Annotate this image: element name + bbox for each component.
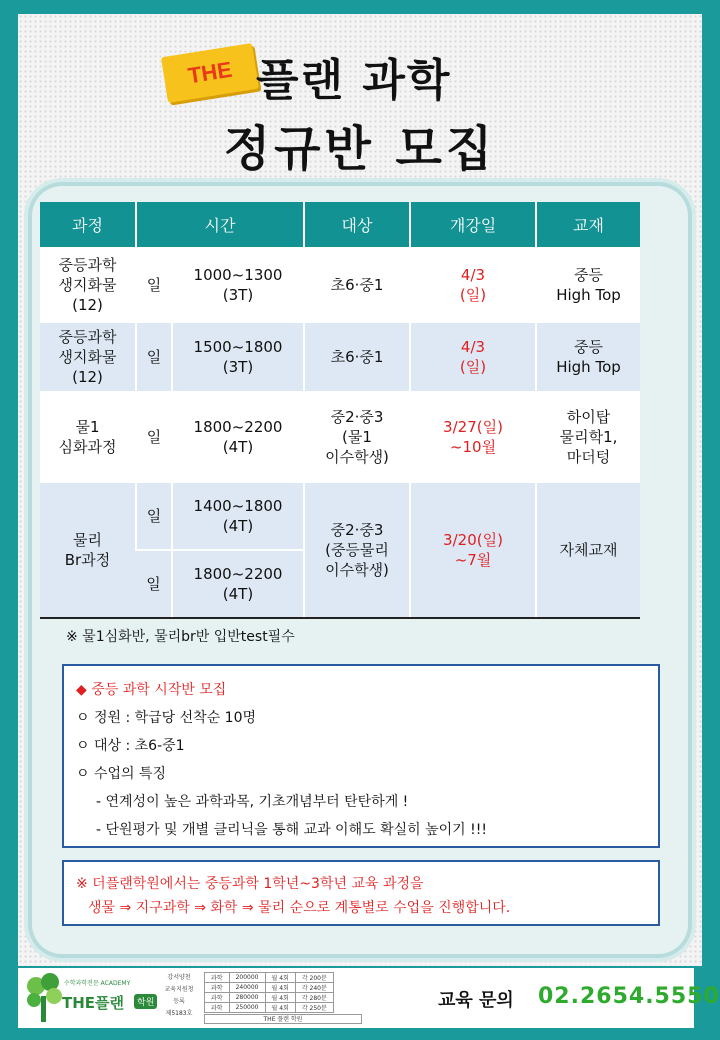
logo-subtitle: 수학과학전문 ACADEMY xyxy=(64,980,131,987)
header-book: 교재 xyxy=(536,202,640,248)
table-row xyxy=(40,322,640,392)
the-tag: THE xyxy=(161,43,259,103)
fee-table-footer: THE 플랜 학원 xyxy=(204,1014,362,1024)
cell-target: 초6·중1 xyxy=(304,248,410,322)
logo-name: THE플랜 xyxy=(62,994,125,1012)
cell-day: 일 xyxy=(136,392,172,482)
cell-book: 중등 High Top xyxy=(536,322,640,392)
cell-target: 중2·중3 (물1 이수학생) xyxy=(304,392,410,482)
cell-time: 1500~1800 (3T) xyxy=(172,322,304,392)
curriculum-box xyxy=(62,860,660,926)
cell-time: 1800~2200 (4T) xyxy=(172,550,304,618)
schedule-table xyxy=(40,202,640,619)
capacity-item: ㅇ 정원 : 학급당 선착순 10명 xyxy=(76,710,257,726)
cell-start: 3/27(일) ~10월 xyxy=(410,392,536,482)
cell-time: 1000~1300 (3T) xyxy=(172,248,304,322)
cell-course: 중등과학 생지화물 (12) xyxy=(40,322,136,392)
table-row xyxy=(40,482,640,550)
cell-time: 1400~1800 (4T) xyxy=(172,482,304,550)
table-row xyxy=(40,248,640,322)
features-item: ㅇ 수업의 특징 xyxy=(76,766,167,782)
footer xyxy=(18,968,720,1028)
cell-book: 중등 High Top xyxy=(536,248,640,322)
header-start: 개강일 xyxy=(410,202,536,248)
fee-row: 과학 280000 월 4회 각 280분 xyxy=(205,993,334,1003)
cell-start: 4/3 (일) xyxy=(410,322,536,392)
title-area xyxy=(18,14,702,184)
starter-class-heading: ◆ 중등 과학 시작반 모집 xyxy=(76,682,227,698)
cell-course: 중등과학 생지화물 (12) xyxy=(40,248,136,322)
cell-day: 일 xyxy=(136,482,172,550)
cell-course: 물1 심화과정 xyxy=(40,392,136,482)
cell-course: 물리 Br과정 xyxy=(40,482,136,618)
feature-detail-2: - 단원평가 및 개별 클리닉을 통해 교과 이해도 확실히 높이기 !!! xyxy=(96,822,487,838)
contact-phone[interactable]: 02.2654.5550 xyxy=(538,984,720,1009)
cell-day: 일 xyxy=(136,248,172,322)
cell-start: 4/3 (일) xyxy=(410,248,536,322)
feature-detail-1: - 연계성이 높은 과학과목, 기초개념부터 탄탄하게 ! xyxy=(96,794,409,810)
cell-time: 1800~2200 (4T) xyxy=(172,392,304,482)
header-target: 대상 xyxy=(304,202,410,248)
fee-row: 과학 240000 월 4회 각 240분 xyxy=(205,983,334,993)
curriculum-line-2: 생물 ⇒ 지구과학 ⇒ 화학 ⇒ 물리 순으로 계통별로 수업을 진행합니다. xyxy=(88,900,511,916)
cell-day: 일 xyxy=(136,550,172,618)
cell-book: 하이탑 물리학1, 마더텅 xyxy=(536,392,640,482)
fee-table xyxy=(204,972,334,1013)
curriculum-line-1: ※ 더플랜학원에서는 중등과학 1학년~3학년 교육 과정을 xyxy=(76,876,424,892)
cell-target: 초6·중1 xyxy=(304,322,410,392)
target-item: ㅇ 대상 : 초6-중1 xyxy=(76,738,185,754)
fee-row: 과학 250000 월 4회 각 250분 xyxy=(205,1003,334,1013)
entrance-test-note: ※ 물1심화반, 물리br반 입반test필수 xyxy=(66,629,295,645)
cell-book: 자체교재 xyxy=(536,482,640,618)
cell-start: 3/20(일) ~7월 xyxy=(410,482,536,618)
table-header-row xyxy=(40,202,640,248)
starter-class-box xyxy=(62,664,660,848)
logo-tag: 학원 xyxy=(134,994,157,1009)
tree-logo-icon xyxy=(24,972,64,1024)
header-course: 과정 xyxy=(40,202,136,248)
contact-label: 교육 문의 xyxy=(438,990,514,1011)
cell-target: 중2·중3 (중등물리 이수학생) xyxy=(304,482,410,618)
table-row xyxy=(40,392,640,482)
title-line2: 정규반 모집 xyxy=(223,121,497,177)
fee-row: 과학 200000 월 4회 각 200분 xyxy=(205,973,334,983)
registration-info: 강서양천 교육지원청 등록 제5183호 xyxy=(164,974,194,1017)
cell-day: 일 xyxy=(136,322,172,392)
header-time: 시간 xyxy=(136,202,304,248)
title-line1: 플랜 과학 xyxy=(256,55,452,106)
